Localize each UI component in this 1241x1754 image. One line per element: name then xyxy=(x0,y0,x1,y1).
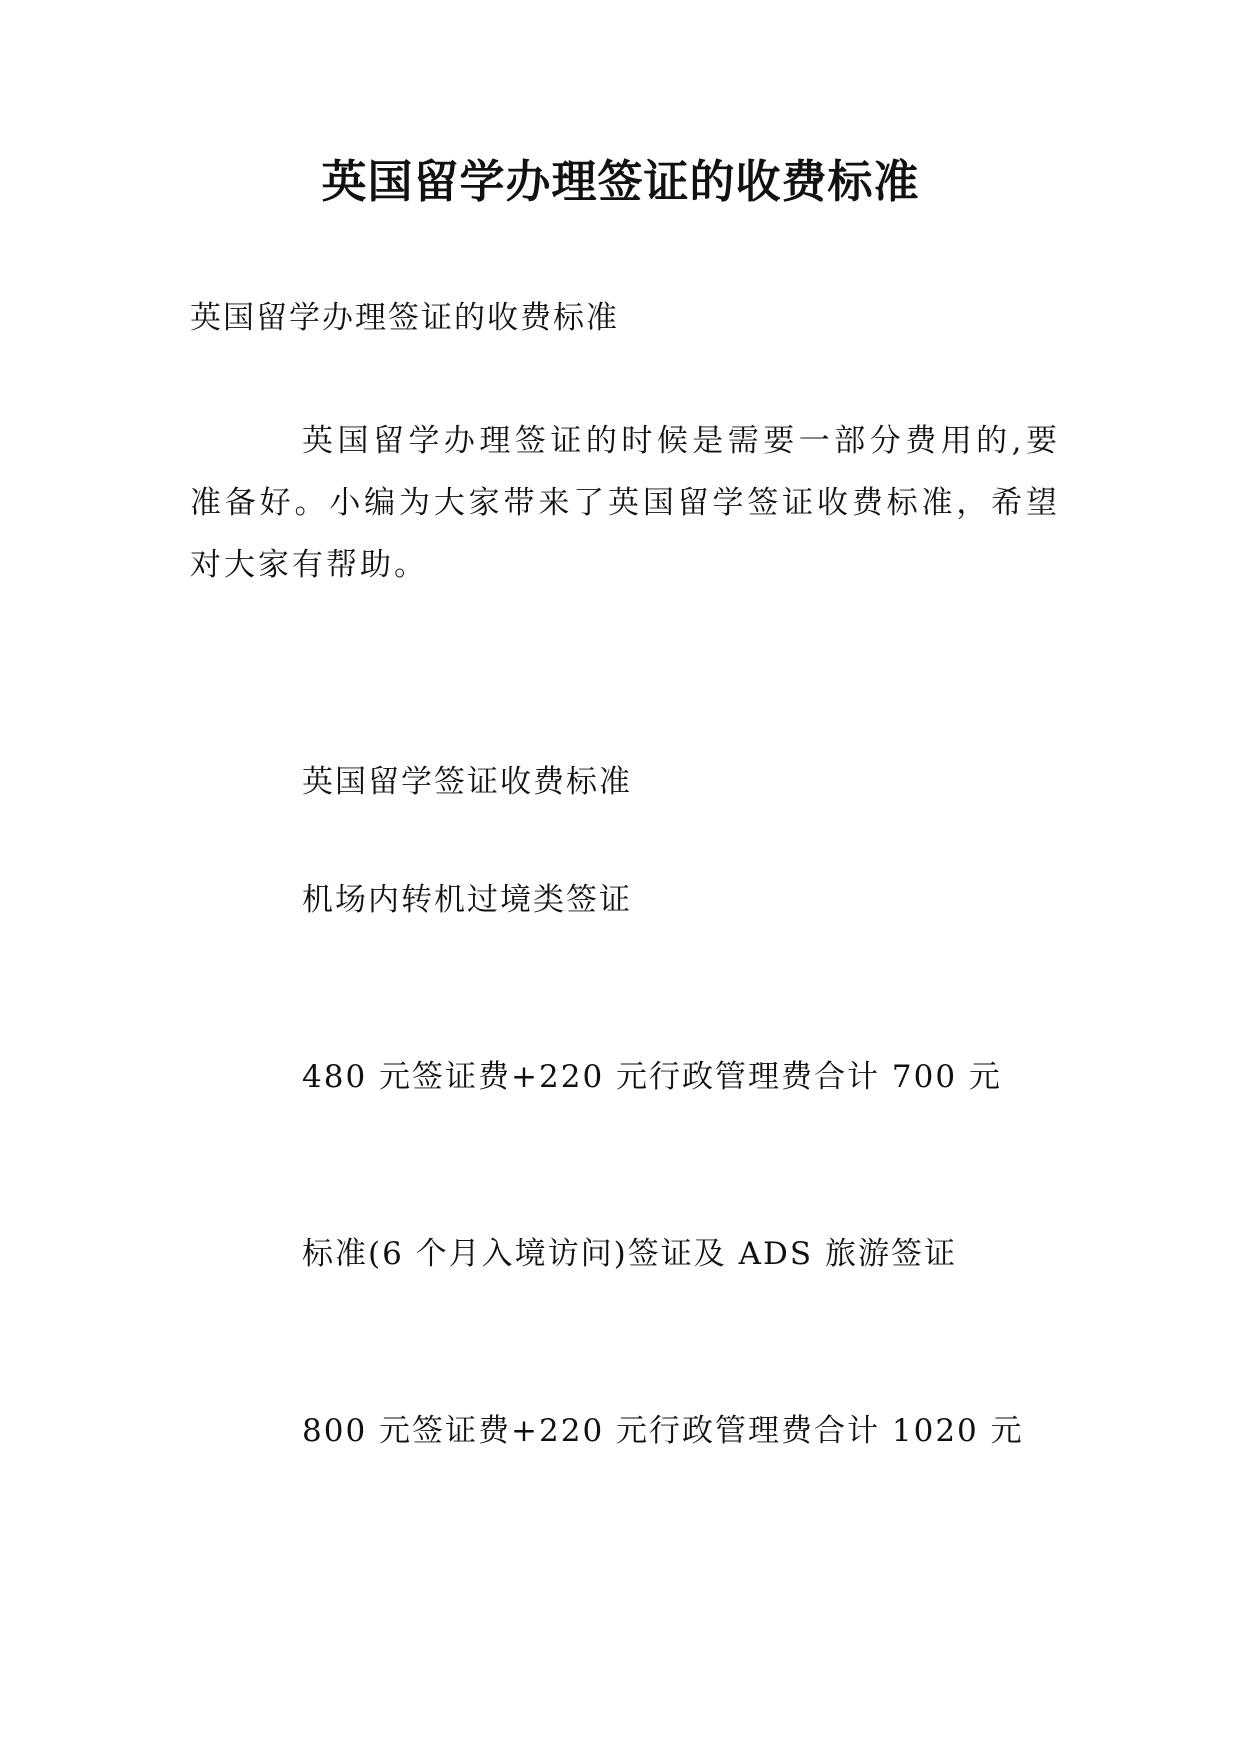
visa-type-transit: 机场内转机过境类签证 xyxy=(302,882,632,918)
fee-line-transit: 480 元签证费+220 元行政管理费合计 700 元 xyxy=(302,1059,1002,1095)
intro-paragraph: 英国留学办理签证的时候是需要一部分费用的,要准备好。小编为大家带来了英国留学签证收费标准，希望对大家有帮助。 xyxy=(190,423,1060,583)
fee-line-standard: 800 元签证费+220 元行政管理费合计 1020 元 xyxy=(302,1413,1024,1449)
document-title: 英国留学办理签证的收费标准 xyxy=(321,155,920,208)
document-subtitle: 英国留学办理签证的收费标准 xyxy=(190,300,619,336)
section-heading: 英国留学签证收费标准 xyxy=(302,764,632,800)
visa-type-standard: 标准(6 个月入境访问)签证及 ADS 旅游签证 xyxy=(302,1236,957,1272)
